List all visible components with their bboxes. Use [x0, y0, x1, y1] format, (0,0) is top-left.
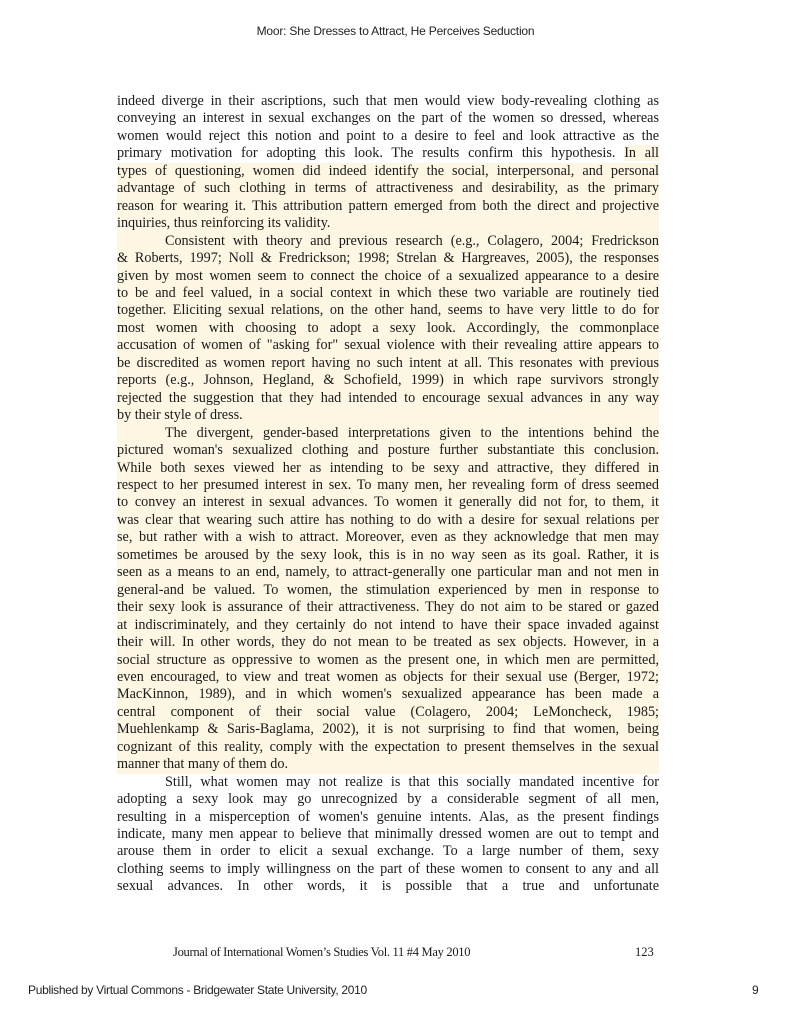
highlighted-line: be discredited as women report having no such intent at all. This resonates with previous [117, 354, 659, 371]
pdf-page-number: 9 [752, 983, 759, 997]
highlighted-line: their will. In other words, they do not mean to be treated as sex objects. However, in a [117, 634, 659, 651]
text-line: arouse them in order to elicit a sexual exchange. To a large number of them, sexy [117, 843, 659, 860]
highlighted-line: to convey an interest in sexual advances. To women it generally did not for, to them, it [117, 494, 659, 511]
highlighted-line: even encouraged, to view and treat women as objects for their sexual use (Berger, 1972; [117, 668, 659, 685]
text-line [117, 145, 659, 162]
highlighted-line: accusation of women of "asking for" sexual violence with their revealing attire appears to [117, 337, 659, 354]
body-text [117, 93, 659, 896]
highlighted-line: at indiscriminately, and they certainly do not intend to have their space invaded against [117, 616, 659, 633]
highlighted-line: reason for wearing it. This attribution pattern emerged from both the direct and projective [117, 197, 659, 214]
text-line: indeed diverge in their ascriptions, such that men would view body-revealing clothing as [117, 93, 659, 109]
highlighted-line: types of questioning, women did indeed identify the social, interpersonal, and personal [117, 162, 659, 179]
highlighted-line: respect to her presumed interest in sex. To many men, her revealing form of dress seemed [117, 476, 659, 493]
highlighted-line: manner that many of them do. [117, 756, 659, 773]
highlighted-line: pictured woman's sexualized clothing and posture further substantiate this conclusion. [117, 442, 659, 459]
highlighted-line: & Roberts, 1997; Noll & Fredrickson; 1998; Strelan & Hargreaves, 2005), the responses [117, 250, 659, 267]
highlighted-line: se, but rather with a wish to attract. Moreover, even as they acknowledge that men may [117, 529, 659, 546]
highlighted-line: The divergent, gender-based interpretations given to the intentions behind the [117, 425, 659, 442]
highlighted-line: together. Eliciting sexual relations, on the other hand, seems to have very little to do for [117, 302, 659, 319]
highlighted-line: While both sexes viewed her as intending to be sexy and attractive, they differed in [117, 459, 659, 476]
running-head: Moor: She Dresses to Attract, He Perceives Seduction [256, 24, 535, 38]
highlighted-line: seen as a means to an end, namely, to attract-generally one particular man and not men in [117, 564, 659, 581]
highlighted-line: cognizant of this reality, comply with the expectation to present themselves in the sexual [117, 738, 659, 755]
highlighted-line: given by most women seem to connect the choice of a sexualized appearance to a desire [117, 267, 659, 284]
highlighted-line: to be and feel valued, in a social context in which these two variable are routinely tied [117, 284, 659, 301]
highlighted-line: their sexy look is assurance of their attractiveness. They do not aim to be stared or gazed [117, 599, 659, 616]
highlight-start: In all [624, 145, 659, 162]
text-line: resulting in a misperception of women's genuine intents. Alas, as the present findings [117, 808, 659, 825]
highlighted-line: by their style of dress. [117, 407, 659, 424]
highlighted-line: most women with choosing to adopt a sexy look. Accordingly, the commonplace [117, 319, 659, 336]
highlighted-line: was clear that wearing such attire has nothing to do with a desire for sexual relations per [117, 511, 659, 528]
publisher-footer: Published by Virtual Commons - Bridgewater State University, 2010 [28, 983, 367, 997]
text-line: adopting a sexy look may go unrecognized by a considerable segment of all men, [117, 791, 659, 808]
highlighted-line: inquiries, thus reinforcing its validity. [117, 215, 659, 232]
text-line: women would reject this notion and point to a desire to feel and look attractive as the [117, 127, 659, 144]
text-line: clothing seems to imply willingness on the part of these women to consent to any and all [117, 860, 659, 877]
highlighted-line: sometimes be aroused by the sexy look, this is in no way seen as its goal. Rather, it is [117, 546, 659, 563]
highlighted-line: Consistent with theory and previous research (e.g., Colagero, 2004; Fredrickson [117, 233, 659, 250]
journal-page-number: 123 [635, 945, 654, 959]
highlighted-line: general-and be valued. To women, the stimulation experienced by men in response to [117, 581, 659, 598]
journal-citation: Journal of International Women’s Studies Vol. 11 #4 May 2010 [173, 945, 471, 959]
text-line-plain: primary motivation for adopting this look. The results confirm this hypothesis. [117, 145, 625, 162]
text-line: Still, what women may not realize is that this socially mandated incentive for [165, 773, 659, 790]
highlighted-line: rejected the suggestion that they had intended to encourage sexual advances in any way [117, 389, 659, 406]
highlighted-line: central component of their social value (Colagero, 2004; LeMoncheck, 1985; [117, 703, 659, 720]
highlighted-line: advantage of such clothing in terms of attractiveness and desirability, as the primary [117, 180, 659, 197]
highlighted-line: reports (e.g., Johnson, Hegland, & Schofield, 1999) in which rape survivors strongly [117, 372, 659, 389]
text-line: conveying an interest in sexual exchanges on the part of the women so dressed, whereas [117, 110, 659, 127]
text-line: indicate, many men appear to believe that minimally dressed women are out to tempt and [117, 826, 659, 843]
highlighted-line: MacKinnon, 1989), and in which women's sexualized appearance has been made a [117, 686, 659, 703]
highlighted-line: social structure as oppressive to women as the present one, in which men are permitted, [117, 651, 659, 668]
text-line: sexual advances. In other words, it is possible that a true and unfortunate [117, 878, 659, 895]
highlighted-line: Muehlenkamp & Saris-Baglama, 2002), it is not surprising to find that women, being [117, 721, 659, 738]
